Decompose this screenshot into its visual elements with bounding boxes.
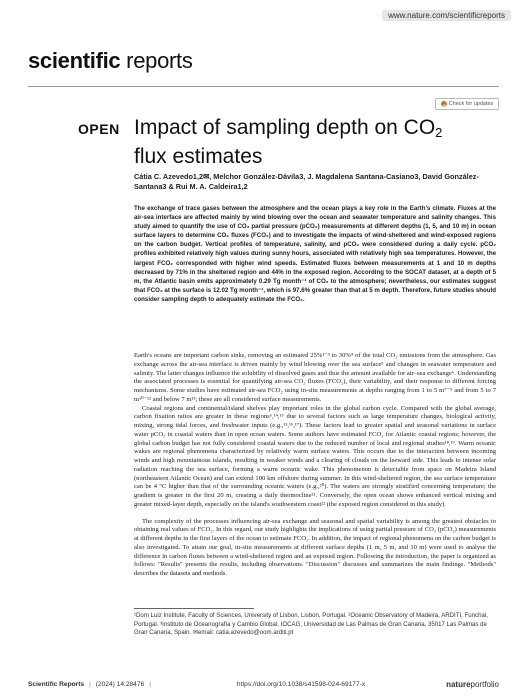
- body-paragraph-3: The complexity of the processes influencing air-sea exchange and seasonal and spatial variability is among the greatest obstacles to obtaining real values of FCO₂. In this regard, our study highlights the implications of using partial pressure of CO₂ (pCO₂) measurements at different depths in the first layers of the ocean to estimate FCO₂. In addition, the impact of regional phenomena on the carbon budget is also investigated. To attain our goal, in-situ measurements at different surface depths (1 m, 5 m, and 10 m) were used to analyse the difference in carbon fluxes between a wind-sheltered region and an exposed region. Following the introduction, the paper is organized as follows: "Results" presents the results, including observations. "Discussion" discusses and summarizes the main findings. "Methods" describes the datasets and methods.: [134, 517, 496, 577]
- footnote-divider: [134, 608, 254, 609]
- author-list[interactable]: Cátia C. Azevedo1,2✉, Melchor González-Dávila3, J. Magdalena Santana-Casiano3, David González-Santana3 & Rui M. A. Caldeira1,2: [134, 172, 479, 191]
- open-access-label: OPEN: [78, 121, 120, 137]
- abstract: The exchange of trace gases between the atmosphere and the ocean plays a key role in the Earth's climate. Fluxes at the air-sea interface are affected mainly by wind blowing over the ocean and seawater temperature and salinity changes. This study aimed to quantify the use of CO₂ partial pressure (pCO₂) measurements at different depths (1, 5, and 10 m) in ocean surface layers to determine CO₂ fluxes (FCO₂) and to investigate the impacts of wind-sheltered and wind-exposed regions on the carbon budget. Vertical profiles of temperature, salinity, and pCO₂ were considered during a daily cycle. pCO₂ profiles exhibited relatively high values during sunny hours, associated with relatively high sea temperatures. However, the largest FCO₂ corresponded with higher wind speeds. Estimated fluxes between measurements at 1 and 10 m depths decreased by 71% in the sheltered region and 44% in the exposed region. According to the SOCAT dataset, at a depth of 5 m, the Atlantic basin emits approximately 0.29 Tg month⁻¹ of CO₂ to the atmosphere; nevertheless, our estimates suggest that FCO₂ at the surface is 12.02 Tg month⁻¹, which is 97.6% greater than that at 5 m depth. Therefore, future studies should consider sampling depth to adequately estimate the FCO₂.: [134, 205, 496, 303]
- body-paragraph-2: Coastal regions and continental/island shelves play important roles in the global carbon cycle. Compared with the global average, carbon fixation ratios are greater in these regions⁶,¹⁴,¹⁵ due to several factors such as large temperature changes, biological activity, mixing, strong tidal forces, and freshwater inputs (e.g.,¹³,¹⁶,¹⁷). These factors lead to greater spatial and seasonal variations in surface water pCO₂ in coastal waters than in open ocean waters. Some authors have estimated FCO₂ for Atlantic coastal regions; however, the global carbon budget has not fully considered coastal waters due to the reduced number of local and regional studies¹⁸,¹⁹. Warm oceanic wakes are regional phenomena characterized by relatively warm surface waters. This occurs due to the interaction between incoming winds and high mountainous islands, resulting in weaker winds and a clearing of clouds on the leeward side. This leads to intense solar radiation reaching the sea surface, forming a warm oceanic wake. This phenomenon is detectable from space on Madeira Island (northeastern Atlantic Ocean) and can extend 100 km offshore during summer. In this wind-sheltered region, the sea surface temperature can be 4 °C higher than that of the surrounding oceanic waters (e.g.,²⁰). The waters are strongly stratified concerning temperature; the gradient is greater in the first 20 m, creating a daily thermocline²¹. Conversely, the open ocean shows enhanced vertical mixing and greater mixed-layer depth, especially on the island's southwestern coast²² (the exposed region considered in this study).: [134, 404, 496, 508]
- journal-url[interactable]: www.nature.com/scientificreports: [382, 10, 511, 21]
- footer-journal: Scientific Reports: [28, 681, 85, 688]
- header-divider: [28, 86, 499, 87]
- publisher-logo: [446, 680, 499, 689]
- affiliations: ¹Dom Luiz Institute, Faculty of Sciences, University of Lisbon, Lisbon, Portugal. ²Oceanic Observatory of Madeira, ARDITI, Funchal, Portugal. ³Instituto de Oceanografía y Cambio Global, IOCAG, Universidad de Las Palmas de Gran Canaria, 35017 Las Palmas de Gran Canaria, Spain. ✉email: catia.azevedo@oom.arditi.pt: [134, 612, 488, 637]
- footer-separator-2: |: [149, 681, 151, 688]
- logo-bold: scientific: [28, 48, 121, 73]
- crossmark-icon: [441, 101, 447, 107]
- check-updates-label: Check for updates: [448, 101, 494, 107]
- title-rest: flux estimates: [134, 145, 263, 168]
- publisher-name-bold: nature: [446, 680, 471, 689]
- url-bar: [382, 8, 511, 22]
- footer-volume: (2024) 14:28476: [95, 681, 145, 688]
- body-paragraph-1: Earth's oceans are important carbon sinks, removing an estimated 25%¹⁻³ to 30%⁴ of the total CO₂ emissions from the atmosphere. Gas exchange across the air-sea interface is driven mainly by wind blowing over the sea surface⁵ and changes in seawater temperature and salinity. The latter changes influence the solubility of dissolved gases and thus the amount available for air–sea exchange⁶. Understanding the associated processes is essential for quantifying air-sea CO₂ fluxes (FCO₂), their variability, and their response to different forcing mechanisms. Some studies have estimated air-sea FCO₂ using in-situ measurements at depths ranging from 1 to 5 m⁷⁻⁹ and from 5 to 7 m¹⁰⁻¹² and below 7 m¹³; these are all considered surface measurements.: [134, 352, 496, 403]
- check-for-updates-button[interactable]: [435, 98, 499, 110]
- logo-light: reports: [120, 48, 193, 73]
- title-subscript: 2: [435, 125, 443, 140]
- title-main: Impact of sampling depth on CO: [134, 116, 436, 139]
- article-body: [134, 352, 496, 579]
- footer-separator: |: [89, 681, 91, 688]
- article-title: [134, 116, 494, 169]
- publisher-name-light: portfolio: [470, 680, 499, 689]
- journal-logo[interactable]: [28, 48, 193, 74]
- page-footer: [28, 680, 499, 689]
- footer-doi-link[interactable]: https://doi.org/10.1038/s41598-024-69177-x: [236, 681, 366, 688]
